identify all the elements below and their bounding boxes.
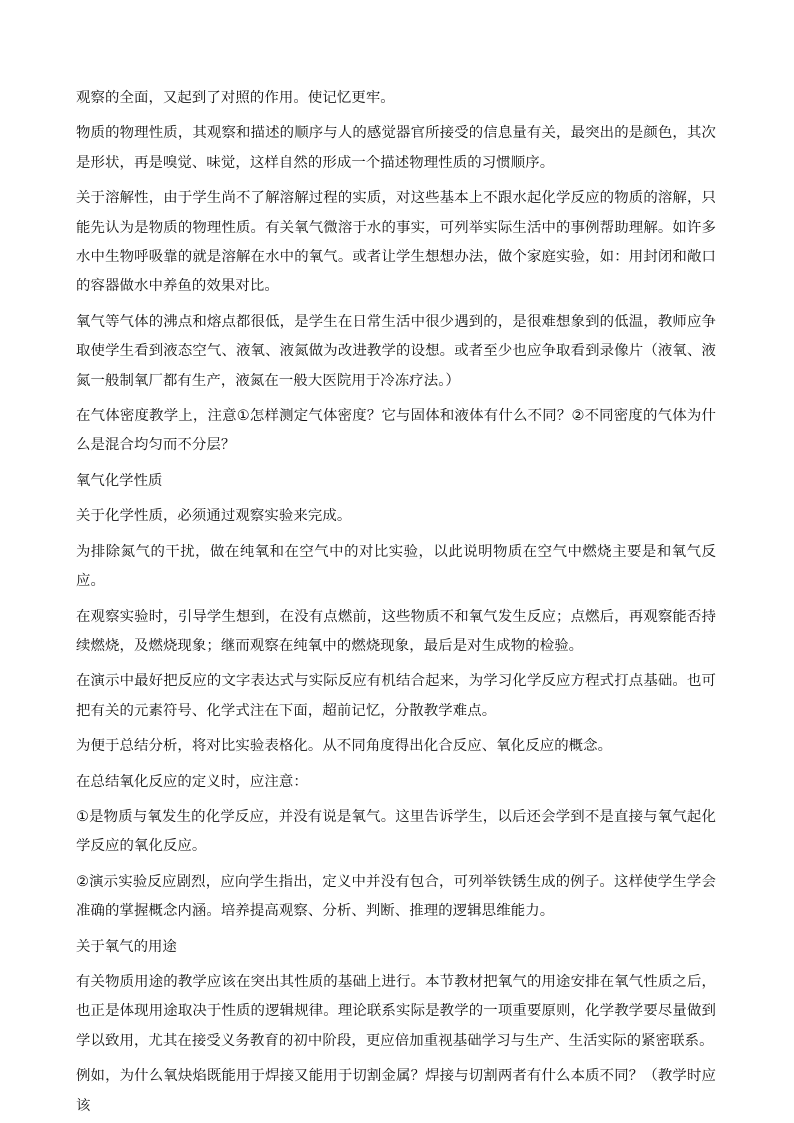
paragraph-physical-properties-order: 物质的物理性质，其观察和描述的顺序与人的感觉器官所接受的信息量有关，最突出的是颜色，其次是形状，再是嗅觉、味觉，这样自然的形成一个描述物理性质的习惯顺序。 [76, 125, 716, 171]
heading-oxygen-chemical-properties: 氧气化学性质 [76, 472, 163, 489]
paragraph-observation-comparison: 观察的全面，又起到了对照的作用。使记忆更牢。 [76, 90, 395, 106]
paragraph-chemical-properties-experiment: 关于化学性质，必须通过观察实验来完成。 [76, 508, 352, 525]
paragraph-observation-guidance: 在观察实验时，引导学生想到，在没有点燃前，这些物质不和氧气发生反应；点燃后，再观察能否持续燃烧，及燃烧现象；继而观察在纯氧中的燃烧现象，最后是对生成物的检验。 [76, 608, 716, 654]
paragraph-oxyacetylene-example: 例如，为什么氧炔焰既能用于焊接又能用于切割金属？焊接与切割两者有什么本质不同？（教学时应该 [76, 1068, 716, 1114]
paragraph-demonstration-equations: 在演示中最好把反应的文字表达式与实际反应有机结合起来，为学习化学反应方程式打点基础。也可把有关的元素符号、化学式注在下面，超前记忆，分散教学难点。 [76, 673, 716, 719]
paragraph-point-one: ①是物质与氧发生的化学反应，并没有说是氧气。这里告诉学生，以后还会学到不是直接与氧气起化学反应的氧化反应。 [76, 808, 716, 855]
heading-oxygen-uses: 关于氧气的用途 [76, 938, 177, 955]
paragraph-boiling-melting-points: 氧气等气体的沸点和熔点都很低，是学生在日常生活中很少遇到的，是很难想象到的低温，教师应争取使学生看到液态空气、液氧、液氮做为改进教学的设想。或者至少也应争取看到录像片（液氧、液氮一般制氧厂都有生产，液氮在一般大医院用于冷冻疗法。） [76, 313, 716, 389]
document-page [76, 84, 716, 1121]
paragraph-solubility: 关于溶解性，由于学生尚不了解溶解过程的实质，对这些基本上不跟水起化学反应的物质的溶解，只能先认为是物质的物理性质。有关氧气微溶于水的事实，可列举实际生活中的事例帮助理解。如许多水中生物呼吸靠的就是溶解在水中的氧气。或者让学生想想办法，做个家庭实验，如：用封闭和敞口的容器做水中养鱼的效果对比。 [76, 190, 716, 295]
paragraph-point-two: ②演示实验反应剧烈，应向学生指出，定义中并没有包合，可列举铁锈生成的例子。这样使学生学会准确的掌握概念内涵。培养提高观察、分析、判断、推理的逻辑思维能力。 [76, 873, 716, 920]
paragraph-nitrogen-interference: 为排除氮气的干扰，做在纯氧和在空气中的对比实验，以此说明物质在空气中燃烧主要是和氧气反应。 [76, 543, 716, 590]
paragraph-gas-density: 在气体密度教学上，注意①怎样测定气体密度？它与固体和液体有什么不同？②不同密度的气体为什么是混合均匀而不分层？ [76, 408, 716, 454]
paragraph-tabulate-experiments: 为便于总结分析，将对比实验表格化。从不同角度得出化合反应、氧化反应的概念。 [76, 738, 613, 755]
paragraph-oxidation-definition-note: 在总结氧化反应的定义时，应注意： [76, 773, 308, 790]
paragraph-uses-teaching: 有关物质用途的教学应该在突出其性质的基础上进行。本节教材把氧气的用途安排在氧气性质之后，也正是体现用途取决于性质的逻辑规律。理论联系实际是教学的一项重要原则，化学教学要尽量做到学以致用，尤其在接受义务教育的初中阶段，更应倍加重视基础学习与生产、生活实际的紧密联系。 [76, 973, 716, 1049]
